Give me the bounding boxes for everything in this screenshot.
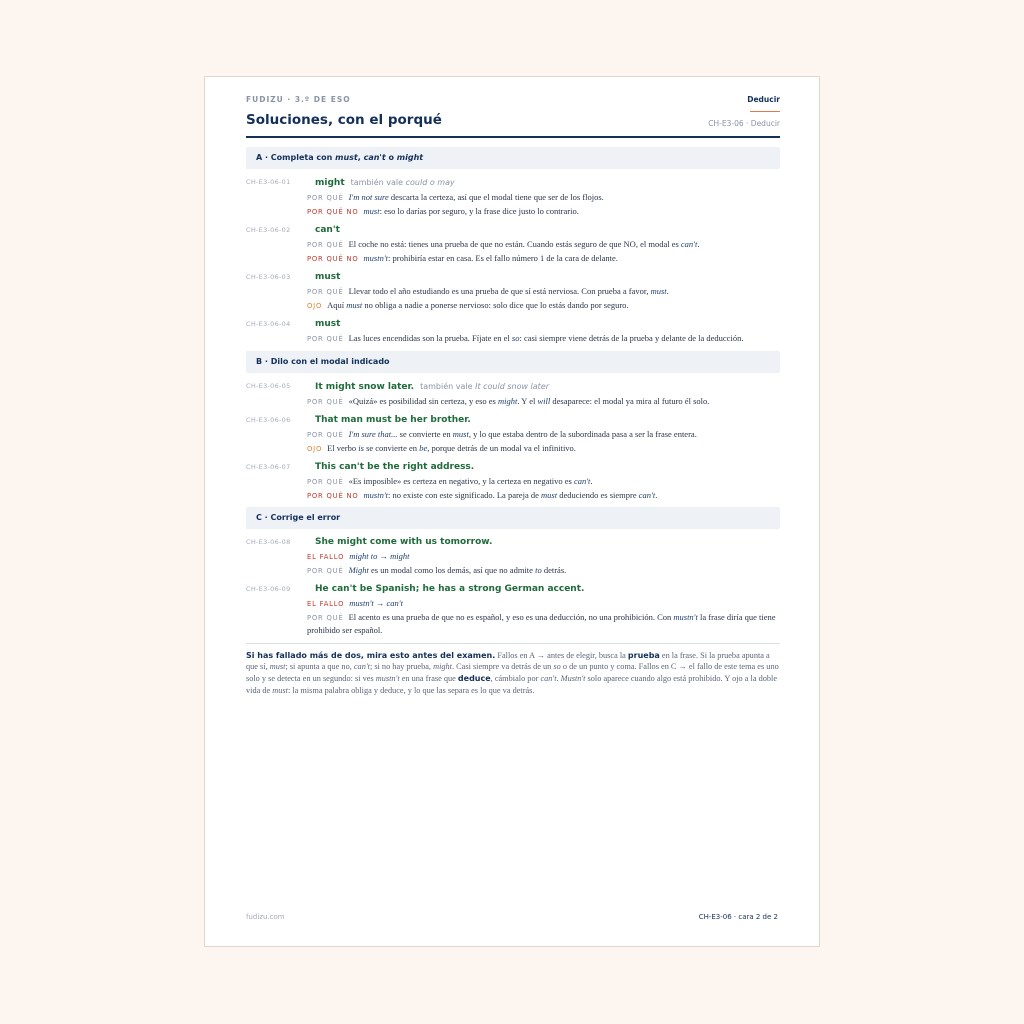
why-emphasis-2: to (535, 564, 542, 575)
why-text-end: , y lo que estaba dentro de la subordinada pasa a ser la frase entera. (468, 429, 697, 439)
why-text: se convierte en (397, 429, 453, 439)
why-text-end: la frase diría que tiene prohibido ser español. (307, 611, 776, 635)
note-italic: must (272, 685, 288, 695)
note-italic: can't (540, 674, 557, 684)
section-a-title: A · Completa con (256, 153, 336, 162)
note-divider (246, 643, 780, 644)
item-code: CH-E3-06-02 (246, 226, 291, 234)
why-text-end: . (697, 239, 700, 249)
why-not-emphasis-2: must (541, 489, 558, 500)
item-code: CH-E3-06-04 (246, 320, 291, 328)
why-text: Las luces encendidas son la prueba. Fíjate en el (348, 333, 512, 343)
why-tag: POR QUÉ (307, 478, 344, 486)
footer-site: fudizu.com (246, 913, 285, 921)
item-answer: must (315, 319, 341, 329)
why-emphasis: can't (680, 239, 698, 249)
why-tag: POR QUÉ (307, 194, 344, 202)
item-code: CH-E3-06-08 (246, 538, 291, 546)
answer-text: might (315, 178, 345, 188)
ojo-text-end: , porque detrás de un modal va el infinitivo. (427, 442, 576, 453)
section-a-modal-1: must (335, 153, 358, 162)
why-not-emphasis: mustn't (363, 252, 389, 263)
item-answer: That man must be her brother. (315, 415, 471, 425)
why-tag: POR QUÉ (307, 335, 344, 343)
why-text-end: : casi siempre viene detrás de la prueba y delante de la deducción. (519, 333, 744, 343)
why-text: descarta la certeza, así que el modal tiene que ser de los flojos. (388, 192, 604, 202)
why-line (307, 428, 780, 442)
why-not-emphasis: mustn't (363, 489, 389, 500)
section-a-separator-2: o (385, 153, 397, 162)
why-emphasis: I'm sure that... (348, 429, 398, 439)
ojo-text-end: no obliga a nadie a ponerse nervioso: solo dice que lo estás dando por seguro. (362, 299, 629, 310)
solutions-content (246, 147, 780, 697)
item-answer: can't (315, 225, 340, 235)
item-code: CH-E3-06-09 (246, 585, 291, 593)
why-text-end: . (590, 476, 593, 486)
why-text: «Quizá» es posibilidad sin certeza, y eso es (348, 395, 498, 406)
why-text: El acento es una prueba de que no es español, y eso es una deducción, no una prohibición. Con (348, 611, 674, 622)
why-tag: POR QUÉ (307, 566, 344, 575)
note-text: en una frase que (399, 674, 458, 684)
fallo-text: might to → might (349, 551, 410, 561)
why-line (307, 611, 780, 637)
footer-page-code: CH-E3-06 · cara 2 de 2 (698, 913, 778, 921)
answer-item (246, 223, 780, 265)
note-italic: Mustn't (560, 674, 586, 684)
why-text-end: . (666, 286, 669, 296)
note-italic: so (553, 662, 561, 672)
note-text: ; si apunta a que no, (285, 662, 354, 672)
note-text: : la misma palabra obliga y deduce, y lo que las separa es lo que va detrás. (287, 685, 535, 695)
page-code: CH-E3-06 · Deducir (708, 119, 780, 128)
ojo-emphasis: is (358, 442, 364, 453)
alternative-text: It could snow later (475, 381, 550, 391)
note-text: solo aparece cuando algo está prohibido. Y ojo a la doble vida de (246, 674, 778, 695)
why-line (307, 332, 780, 346)
why-line (307, 564, 780, 578)
note-italic: mustn't (375, 674, 400, 684)
ojo-text: El verbo (327, 442, 359, 453)
why-not-line (307, 205, 780, 219)
why-text-end: desaparece: el modal ya mira al futuro él solo. (550, 395, 710, 406)
alternative-prefix: también vale (420, 381, 476, 391)
fallo-line (307, 597, 780, 611)
answer-item (246, 270, 780, 312)
why-emphasis: I'm not sure (348, 192, 389, 202)
why-not-emphasis-3: can't (638, 489, 656, 500)
why-text: El coche no está: tienes una prueba de que no están. Cuando estás seguro de que NO, el modal es (348, 239, 681, 249)
note-bold: prueba (627, 650, 660, 660)
why-not-text: : eso lo darías por seguro, y la frase dice justo lo contrario. (379, 205, 579, 216)
section-a-modal-2: can't (363, 153, 386, 162)
item-answer: She might come with us tomorrow. (315, 537, 493, 547)
why-line (307, 238, 780, 252)
item-answer: must (315, 272, 341, 282)
why-text-end: detrás. (541, 564, 567, 575)
item-code: CH-E3-06-01 (246, 178, 291, 186)
why-tag: POR QUÉ (307, 431, 344, 439)
section-b-header: B · Dilo con el modal indicado (246, 351, 780, 373)
item-answer (315, 379, 780, 395)
item-code: CH-E3-06-06 (246, 416, 291, 424)
why-emphasis-2: must (452, 429, 469, 439)
why-emphasis: might (497, 395, 518, 406)
ojo-emphasis: must (346, 299, 363, 310)
item-code: CH-E3-06-03 (246, 273, 291, 281)
why-not-emphasis: must (363, 205, 380, 216)
why-line (307, 395, 780, 409)
why-emphasis: so (511, 333, 520, 343)
note-text: Fallos en A → antes de elegir, busca la (495, 650, 628, 660)
why-not-line (307, 252, 780, 266)
page-title: Soluciones, con el porqué (246, 112, 442, 128)
answer-item (246, 413, 780, 455)
why-tag: POR QUÉ (307, 288, 344, 296)
alternative-prefix: también vale (350, 178, 406, 187)
why-emphasis-2: will (537, 395, 551, 406)
why-emphasis: mustn't (673, 611, 698, 622)
why-not-text: : prohibiría estar en casa. Es el fallo número 1 de la cara de delante. (388, 252, 618, 263)
why-not-text: : no existe con este significado. La pareja de (388, 489, 541, 500)
section-label-underline (750, 111, 780, 112)
why-text: es un modal como los demás, así que no admite (368, 564, 536, 575)
answer-item (246, 317, 780, 346)
why-emphasis: must (650, 286, 667, 296)
answer-item (246, 175, 780, 218)
why-tag: POR QUÉ (307, 241, 344, 249)
note-italic: can't (353, 662, 370, 672)
note-text: ; si no hay prueba, (369, 662, 434, 672)
why-not-line (307, 489, 780, 503)
note-text: . Casi siempre va detrás de un (451, 662, 554, 672)
ojo-line (307, 299, 780, 313)
item-answer: This can't be the right address. (315, 462, 475, 472)
item-answer: He can't be Spanish; he has a strong German accent. (315, 584, 585, 594)
why-line (307, 475, 780, 489)
title-rule (246, 136, 780, 138)
ojo-text-mid: se convierte en (363, 442, 420, 453)
item-code: CH-E3-06-05 (246, 381, 291, 390)
alternative-answer (351, 178, 455, 187)
item-answer (315, 175, 780, 191)
ojo-emphasis-2: be (419, 442, 428, 453)
note-bold: deduce (457, 674, 491, 684)
answer-item (246, 460, 780, 502)
alternative-text: could o may (405, 178, 455, 187)
why-text-mid: . Y el (517, 395, 538, 406)
why-line (307, 285, 780, 299)
brand-label: FUDIZU · 3.º DE ESO (246, 95, 351, 104)
why-not-tag: POR QUÉ NO (307, 491, 359, 500)
fallo-tag: EL FALLO (307, 553, 345, 561)
why-not-text-mid: deduciendo es siempre (557, 489, 639, 500)
fallo-text: mustn't → can't (349, 598, 403, 608)
why-text: «Es imposible» es certeza en negativo, y la certeza en negativo es (348, 476, 574, 486)
section-c-header: C · Corrige el error (246, 507, 780, 529)
note-text: o de un punto y coma. Fallos en C → el fallo de este tema es uno solo y se detecta en un segundo: si ves (246, 662, 779, 684)
section-label: Deducir (747, 95, 780, 104)
why-line (307, 191, 780, 205)
answer-text: It might snow later. (315, 381, 415, 392)
why-not-tag: POR QUÉ NO (307, 207, 359, 216)
note-text: en la frase. Si la prueba apunta a que sí, (246, 650, 770, 672)
why-emphasis: Might (348, 564, 369, 575)
note-italic: must (269, 662, 286, 672)
note-text: . (556, 674, 561, 684)
fallo-tag: EL FALLO (307, 600, 345, 608)
why-text: Llevar todo el año estudiando es una prueba de que sí está nerviosa. Con prueba a favor, (348, 286, 651, 296)
alternative-answer (420, 382, 549, 391)
note-text: , cámbialo por (490, 674, 541, 684)
why-not-tag: POR QUÉ NO (307, 254, 359, 263)
note-italic: might (433, 662, 452, 672)
answer-item (246, 535, 780, 577)
note-lead: Si has fallado más de dos, mira esto antes del examen. (246, 650, 496, 660)
ojo-tag: OJO (307, 444, 323, 453)
review-note (246, 650, 780, 697)
worksheet-page (204, 76, 820, 947)
ojo-tag: OJO (307, 301, 323, 310)
why-not-text-end: . (655, 489, 658, 500)
ojo-text: Aquí (327, 299, 347, 310)
why-tag: POR QUÉ (307, 397, 344, 406)
fallo-line (307, 550, 780, 564)
section-a-header (246, 147, 780, 169)
section-a-separator-1: , (357, 153, 364, 162)
why-emphasis: can't (573, 476, 591, 486)
answer-item (246, 379, 780, 409)
answer-item (246, 582, 780, 637)
why-tag: POR QUÉ (307, 613, 344, 622)
ojo-line (307, 442, 780, 456)
item-code: CH-E3-06-07 (246, 463, 291, 471)
section-a-modal-3: might (396, 153, 424, 162)
